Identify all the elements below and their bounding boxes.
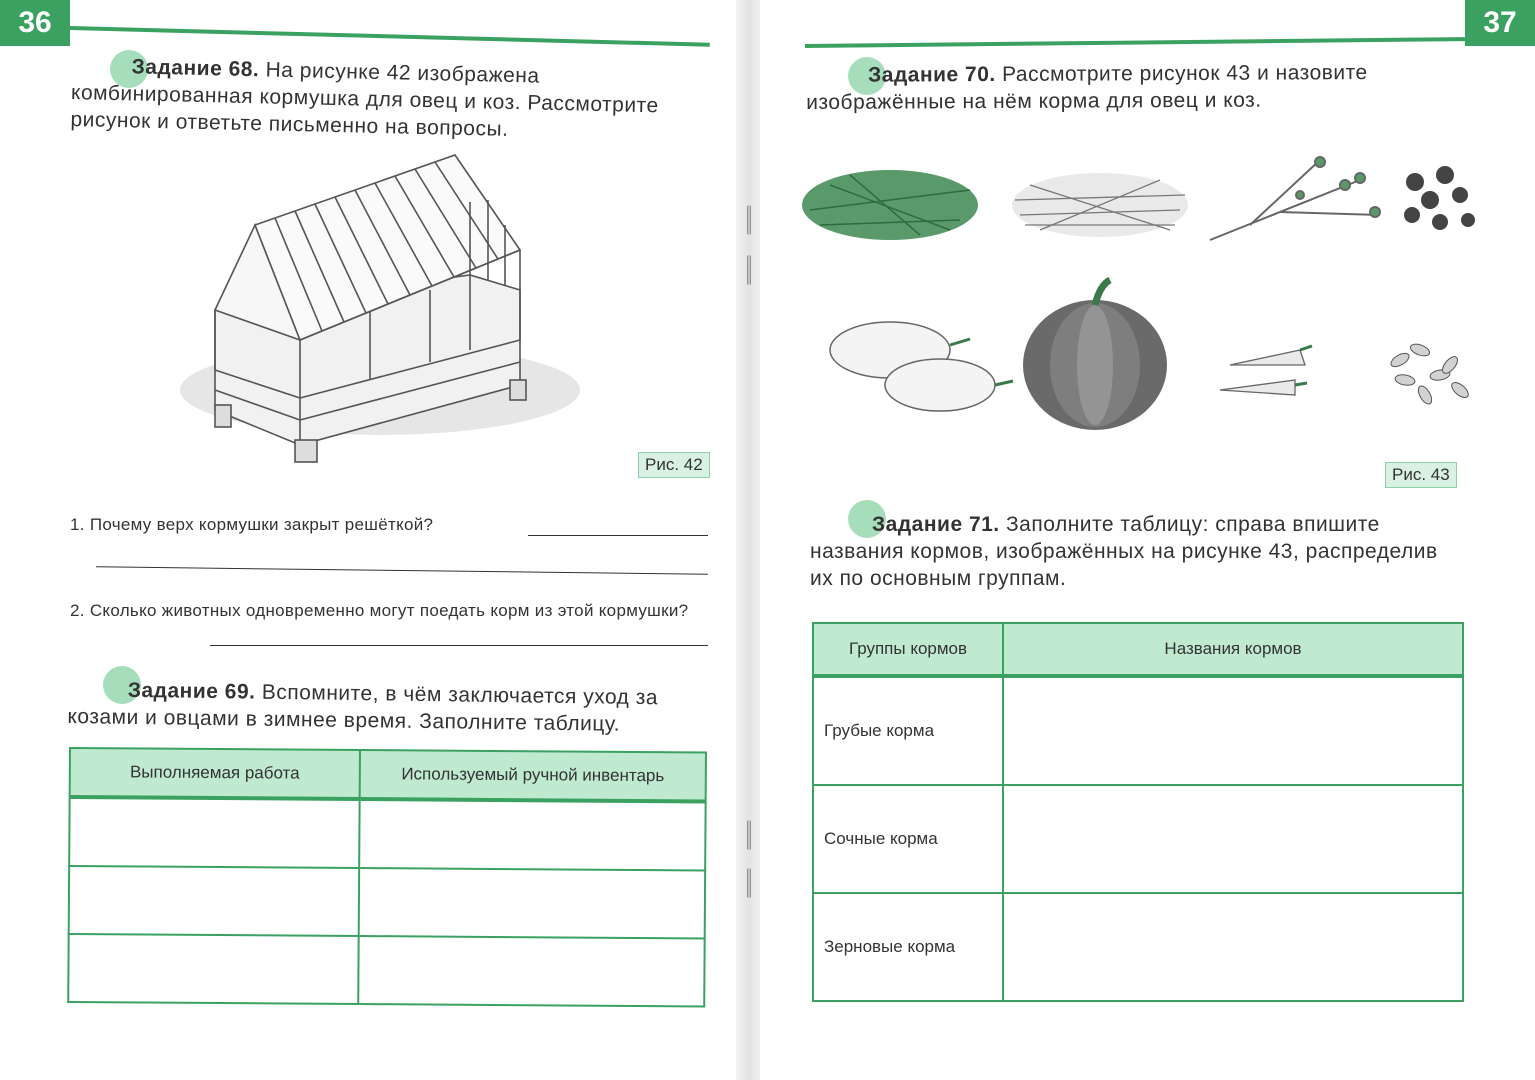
feeder-illustration: [170, 140, 600, 470]
header-rule-left: [70, 26, 710, 47]
task-69-label: Задание 69.: [127, 678, 256, 704]
staple: [747, 255, 751, 285]
task-71-text: Заполните таблицу: справа впишите названия кормов, изображённых на рисунке 43, распределив их по основным группам.: [810, 513, 1438, 590]
answer-line-q1[interactable]: [528, 535, 708, 536]
table-row: [813, 676, 1463, 785]
answer-line-q2[interactable]: [210, 645, 708, 646]
table-cell-work[interactable]: [68, 934, 358, 1004]
task-70: [806, 59, 1466, 116]
table-row: [69, 797, 705, 870]
task-68: [70, 52, 712, 147]
staple: [747, 205, 751, 235]
pumpkin-icon: [1023, 280, 1167, 430]
task-70-text: Рассмотрите рисунок 43 и назовите изображённые на нём корма для овец и коз.: [806, 61, 1368, 114]
page-number-left: 36: [0, 0, 70, 46]
column-header-tools: Используемый ручной инвентарь: [360, 750, 706, 801]
left-page: [0, 0, 740, 1080]
feed-names-cell[interactable]: [1003, 676, 1463, 785]
feeder-leg: [295, 440, 317, 462]
task-71-label: Задание 71.: [872, 513, 1000, 536]
column-header-names: Названия кормов: [1003, 623, 1463, 676]
straw-icon: [1012, 173, 1188, 237]
task-68-text: На рисунке 42 изображена комбинированная кормушка для овец и коз. Рассмотрите рисунок и ответьте письменно на вопросы.: [70, 58, 659, 141]
task-71: [810, 511, 1465, 592]
column-header-groups: Группы кормов: [813, 623, 1003, 676]
branches-icon: [1210, 157, 1380, 240]
table-cell-tools[interactable]: [358, 936, 704, 1006]
table-69: [67, 747, 707, 1007]
feeder-leg: [215, 405, 231, 427]
header-rule-right: [805, 37, 1465, 48]
staple: [747, 868, 751, 898]
table-row: [813, 893, 1463, 1001]
task-69: [67, 676, 713, 739]
right-page: [760, 0, 1535, 1080]
table-row: [69, 866, 705, 938]
feed-group-label: Сочные корма: [813, 785, 1003, 893]
question-1: [70, 515, 433, 535]
table-header-row: [70, 748, 706, 801]
table-row: [813, 785, 1463, 893]
table-71: [812, 622, 1464, 1002]
column-header-work: Выполняемая работа: [70, 748, 360, 799]
figure-42-caption: Рис. 42: [638, 452, 710, 478]
grain-icon: [1404, 166, 1475, 230]
feed-group-label: Зерновые корма: [813, 893, 1003, 1001]
question-2: [70, 592, 710, 630]
page-number-right: 37: [1465, 0, 1535, 46]
question-1-number: 1.: [70, 515, 85, 534]
figure-43-caption: Рис. 43: [1385, 462, 1457, 488]
task-70-label: Задание 70.: [868, 63, 996, 87]
feed-names-cell[interactable]: [1003, 785, 1463, 893]
question-2-text: Сколько животных одновременно могут поедать корм из этой кормушки?: [89, 601, 689, 620]
staple: [747, 820, 751, 850]
task-69-text: Вспомните, в чём заключается уход за козами и овцами в зимнее время. Заполните таблицу.: [67, 680, 659, 736]
table-row: [68, 934, 704, 1006]
hay-icon: [802, 170, 978, 240]
feeder-leg: [510, 380, 526, 400]
fodder-beet-icon: [830, 322, 1013, 411]
table-cell-work[interactable]: [69, 797, 359, 868]
question-1-text: Почему верх кормушки закрыт решёткой?: [89, 515, 434, 534]
oats-icon: [1389, 342, 1471, 406]
answer-line-q1-continued[interactable]: [96, 566, 708, 574]
table-cell-tools[interactable]: [359, 868, 705, 938]
task-68-label: Задание 68.: [131, 55, 260, 82]
feeds-illustration: [800, 140, 1490, 440]
table-cell-tools[interactable]: [359, 799, 705, 870]
feed-names-cell[interactable]: [1003, 893, 1463, 1001]
table-cell-work[interactable]: [69, 866, 359, 936]
feed-group-label: Грубые корма: [813, 676, 1003, 785]
carrot-icon: [1220, 346, 1312, 395]
question-2-number: 2.: [70, 601, 85, 620]
table-header-row: [813, 623, 1463, 676]
